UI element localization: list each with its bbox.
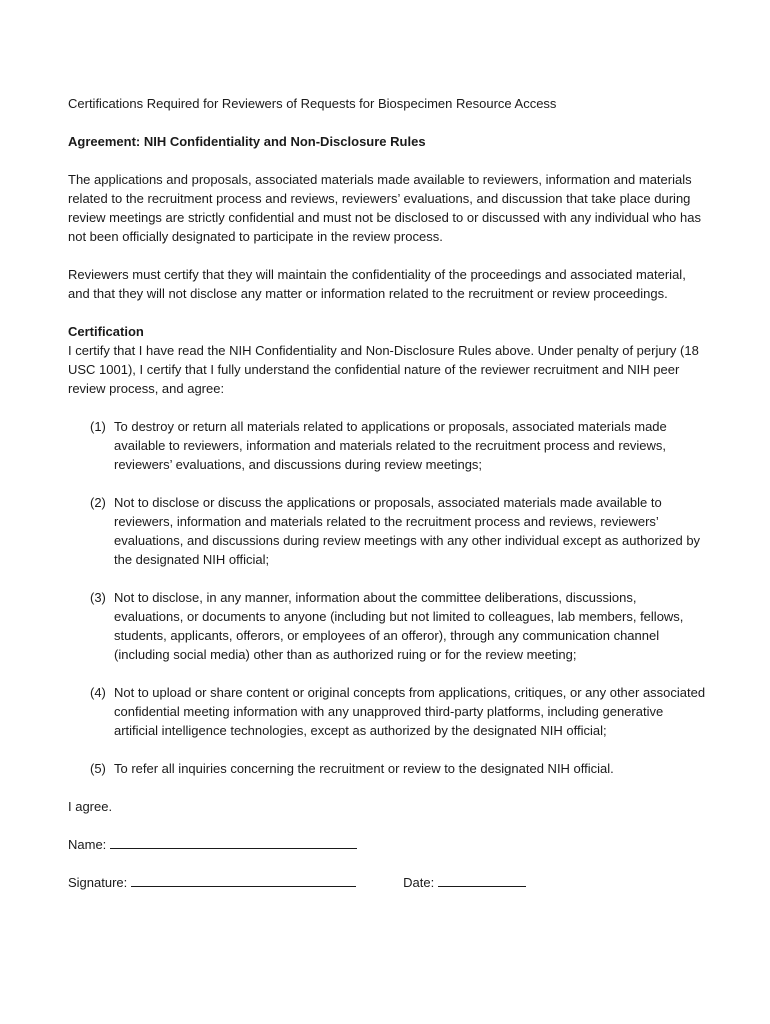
signature-field[interactable] — [131, 873, 356, 887]
agreement-list — [90, 417, 708, 778]
list-item-number: (2) — [90, 495, 106, 510]
certification-text: I certify that I have read the NIH Confidentiality and Non-Disclosure Rules above. Under penalty of perjury (18 USC 1001), I certify that I fully understand the confidential nature of the reviewer recruitment and NIH peer review process, and agree: — [68, 343, 699, 396]
list-item — [90, 588, 708, 664]
certification-heading: Certification — [68, 324, 144, 339]
list-item-text: Not to disclose or discuss the applications or proposals, associated materials made available to reviewers, information and materials related to the recruitment process and reviews, reviewers’ evaluations, and discussions during review meetings with any other individual except as authorized by the designated NIH official; — [114, 495, 701, 567]
agree-statement: I agree. — [68, 799, 113, 814]
list-item-text: To refer all inquiries concerning the recruitment or review to the designated NIH official. — [114, 761, 614, 776]
document-page — [68, 94, 708, 911]
date-label: Date: — [403, 875, 435, 890]
signature-label: Signature: — [68, 875, 128, 890]
list-item-text: Not to disclose, in any manner, information about the committee deliberations, discussions, evaluations, or documents to anyone (including but not limited to colleagues, lab members, fellows, students, applicants, offerors, or employees of an offeror), through any communication channel (including social media) other than as authorized ruing or for the review meeting; — [114, 590, 684, 662]
agreement-heading: Agreement: NIH Confidentiality and Non-Disclosure Rules — [68, 134, 426, 149]
list-item-number: (5) — [90, 761, 106, 776]
paragraph-reviewer-certify: Reviewers must certify that they will maintain the confidentiality of the proceedings and associated material, and that they will not disclose any matter or information related to the recruitment or review proceedings. — [68, 267, 686, 301]
list-item-number: (4) — [90, 685, 106, 700]
list-item — [90, 417, 708, 474]
signature-date-row — [68, 873, 708, 892]
document-title: Certifications Required for Reviewers of Requests for Biospecimen Resource Access — [68, 96, 557, 111]
list-item — [90, 493, 708, 569]
list-item-number: (3) — [90, 590, 106, 605]
name-label: Name: — [68, 837, 107, 852]
name-row — [68, 835, 708, 854]
paragraph-confidentiality: The applications and proposals, associated materials made available to reviewers, information and materials related to the recruitment process and reviews, reviewers’ evaluations, and discussion that take place during review meetings are strictly confidential and must not be disclosed to or discussed with any individual who has not been officially designated to participate in the review process. — [68, 172, 701, 244]
list-item-text: Not to upload or share content or original concepts from applications, critiques, or any other associated confidential meeting information with any unapproved third-party platforms, including generative artificial intelligence technologies, except as authorized by the designated NIH official; — [114, 685, 706, 738]
list-item — [90, 759, 708, 778]
list-item — [90, 683, 708, 740]
name-field[interactable] — [110, 835, 357, 849]
date-field[interactable] — [438, 873, 526, 887]
list-item-number: (1) — [90, 419, 106, 434]
list-item-text: To destroy or return all materials related to applications or proposals, associated materials made available to reviewers, information and materials related to the recruitment process and reviews, reviewers’ evaluations, and discussions during review meetings; — [114, 419, 667, 472]
